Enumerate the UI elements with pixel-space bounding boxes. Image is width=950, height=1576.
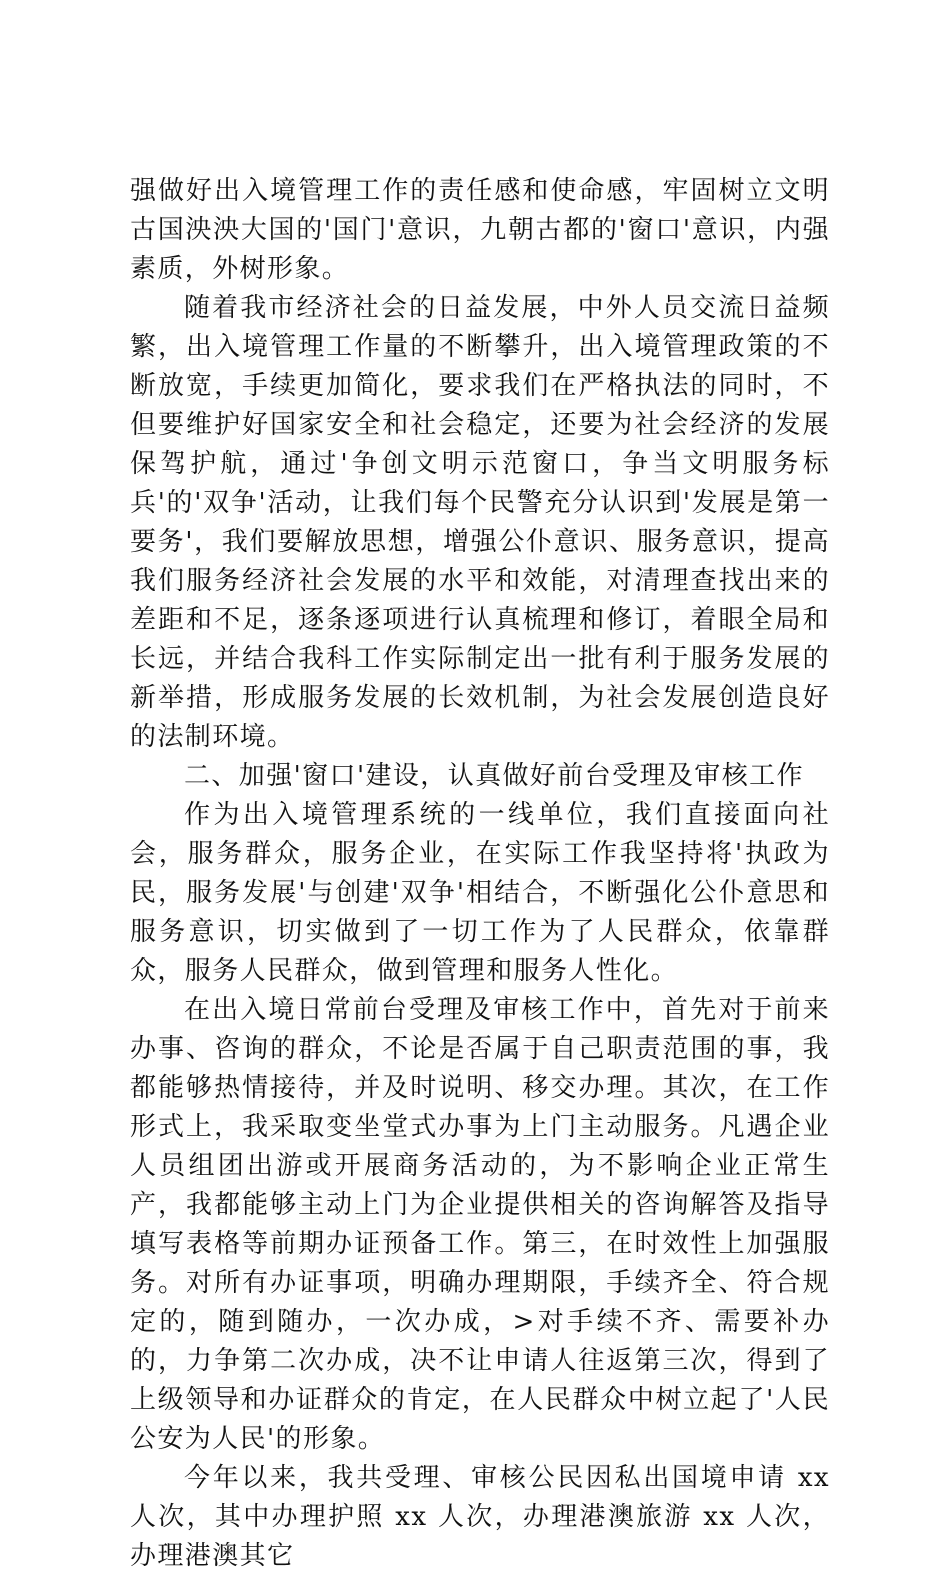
section-heading-window-building: 二、加强'窗口'建设，认真做好前台受理及审核工作 (184, 761, 804, 791)
paragraph-statistics: 今年以来，我共受理、审核公民因私出国境申请 xx 人次，其中办理护照 xx 人次，办理港澳旅游 xx 人次，办理港澳其它 (130, 1463, 830, 1571)
paragraph-continuation: 强做好出入境管理工作的责任感和使命感，牢固树立文明古国泱泱大国的'国门'意识，九朝古都的'窗口'意识，内强素质，外树形象。 (130, 176, 830, 284)
paragraph-daily-reception: 在出入境日常前台受理及审核工作中，首先对于前来办事、咨询的群众，不论是否属于自己职责范围的事，我都能够热情接待，并及时说明、移交办理。其次，在工作形式上，我采取变坐堂式办事为上门主动服务。凡遇企业人员组团出游或开展商务活动的，为不影响企业正常生产，我都能够主动上门为企业提供相关的咨询解答及指导填写表格等前期办证预备工作。第三，在时效性上加强服务。对所有办证事项，明确办理期限，手续齐全、符合规定的，随到随办，一次办成，>对手续不齐、需要补办的，力争第二次办成，决不让申请人往返第三次，得到了上级领导和办证群众的肯定，在人民群众中树立起了'人民公安为人民'的形象。 (130, 995, 830, 1454)
paragraph-development: 随着我市经济社会的日益发展，中外人员交流日益频繁，出入境管理工作量的不断攀升，出入境管理政策的不断放宽，手续更加简化，要求我们在严格执法的同时，不但要维护好国家安全和社会稳定，还要为社会经济的发展保驾护航，通过'争创文明示范窗口，争当文明服务标兵'的'双争'活动，让我们每个民警充分认识到'发展是第一要务'，我们要解放思想，增强公仆意识、服务意识，提高我们服务经济社会发展的水平和效能，对清理查找出来的差距和不足，逐条逐项进行认真梳理和修订，着眼全局和长远，并结合我科工作实际制定出一批有利于服务发展的新举措，形成服务发展的长效机制，为社会发展创造良好的法制环境。 (130, 293, 830, 752)
document-body (130, 172, 830, 1576)
paragraph-frontline-unit: 作为出入境管理系统的一线单位，我们直接面向社会，服务群众，服务企业，在实际工作我坚持将'执政为民，服务发展'与创建'双争'相结合，不断强化公仆意思和服务意识，切实做到了一切工作为了人民群众，依靠群众，服务人民群众，做到管理和服务人性化。 (130, 800, 830, 986)
